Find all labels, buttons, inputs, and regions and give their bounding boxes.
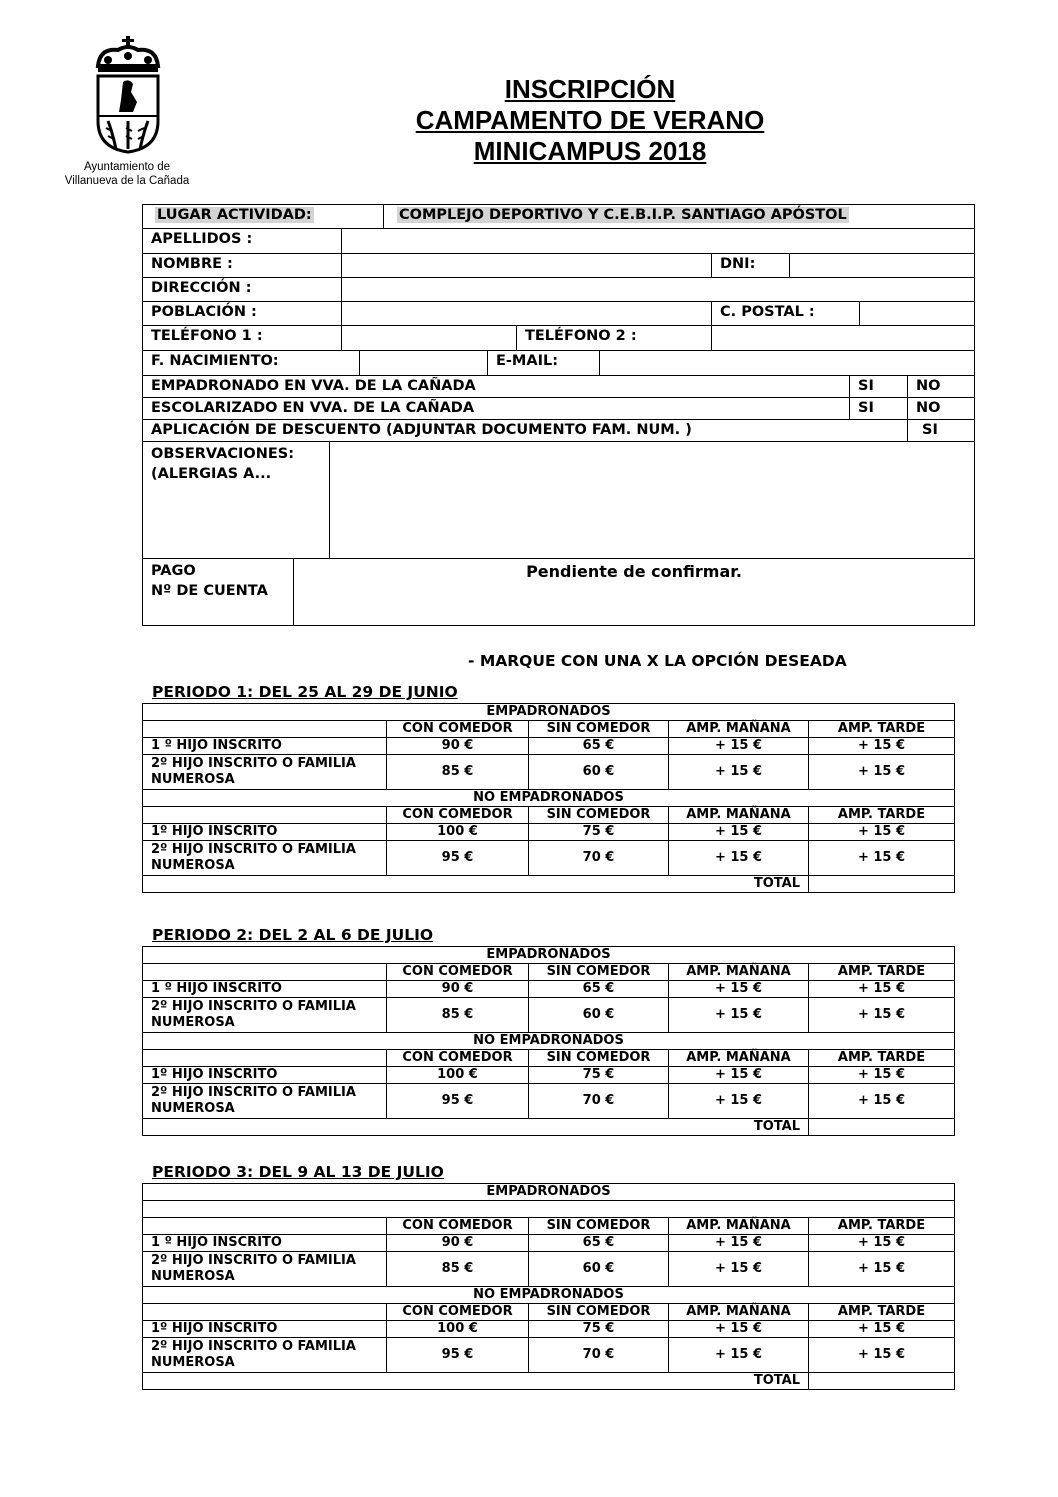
price-option-cell[interactable]: + 15 € <box>669 824 809 841</box>
group-no-empadronados: NO EMPADRONADOS <box>143 790 955 807</box>
price-option-cell[interactable]: 70 € <box>529 1338 669 1373</box>
price-option-cell[interactable]: + 15 € <box>669 1067 809 1084</box>
pago-label-line2: Nº DE CUENTA <box>151 583 268 599</box>
group-no-empadronados-row <box>143 1287 955 1304</box>
column-header-empty <box>143 1050 387 1067</box>
price-option-cell[interactable]: + 15 € <box>669 1252 809 1287</box>
form-row-direccion <box>143 278 974 302</box>
column-header: SIN COMEDOR <box>529 1218 669 1235</box>
column-header-empty <box>143 1218 387 1235</box>
column-header-row <box>143 721 955 738</box>
row-label-line2: NUMEROSA <box>151 1269 235 1284</box>
price-option-cell[interactable]: + 15 € <box>809 1252 955 1287</box>
price-option-cell[interactable]: 75 € <box>529 824 669 841</box>
price-option-cell[interactable]: 65 € <box>529 981 669 998</box>
empadronado-label: EMPADRONADO EN VVA. DE LA CAÑADA <box>151 378 476 394</box>
period-2-title: PERIODO 2: DEL 2 AL 6 DE JULIO <box>152 926 434 944</box>
total-label: TOTAL <box>143 1373 809 1390</box>
row-label-line2: NUMEROSA <box>151 1355 235 1370</box>
column-header: SIN COMEDOR <box>529 721 669 738</box>
row-label <box>143 998 387 1033</box>
price-option-cell[interactable]: + 15 € <box>809 981 955 998</box>
column-header: AMP. TARDE <box>809 1050 955 1067</box>
group-empadronados: EMPADRONADOS <box>143 1184 955 1201</box>
pago-label <box>143 559 293 625</box>
price-option-cell[interactable]: + 15 € <box>809 1235 955 1252</box>
total-row <box>143 1119 955 1136</box>
column-header: SIN COMEDOR <box>529 964 669 981</box>
form-row-observaciones <box>143 442 974 559</box>
direccion-label: DIRECCIÓN : <box>151 280 252 296</box>
column-header: AMP. TARDE <box>809 964 955 981</box>
escolarizado-label: ESCOLARIZADO EN VVA. DE LA CAÑADA <box>151 400 475 416</box>
row-label <box>143 1252 387 1287</box>
column-header-row <box>143 807 955 824</box>
group-no-empadronados: NO EMPADRONADOS <box>143 1287 955 1304</box>
nombre-label: NOMBRE : <box>151 256 233 272</box>
form-row-escolarizado <box>143 398 974 420</box>
row-label <box>143 1338 387 1373</box>
empadronado-no-option[interactable]: NO <box>907 376 974 397</box>
form-row-empadronado <box>143 376 974 398</box>
column-header: SIN COMEDOR <box>529 807 669 824</box>
form-row-pago <box>143 559 974 625</box>
descuento-si-option[interactable]: SI <box>907 420 974 441</box>
title-line3: MINICAMPUS 2018 <box>473 136 707 166</box>
group-empadronados-row <box>143 947 955 964</box>
price-row <box>143 998 955 1033</box>
nombre-field[interactable] <box>341 254 711 277</box>
column-header-row <box>143 1050 955 1067</box>
lugar-label: LUGAR ACTIVIDAD: <box>157 207 312 223</box>
price-option-cell[interactable]: + 15 € <box>669 981 809 998</box>
nacimiento-label: F. NACIMIENTO: <box>151 353 279 369</box>
cpostal-field[interactable] <box>859 302 974 325</box>
column-header: AMP. TARDE <box>809 1218 955 1235</box>
form-row-telefonos <box>143 326 974 351</box>
period-3-title: PERIODO 3: DEL 9 AL 13 DE JULIO <box>152 1163 444 1181</box>
row-label-line1: 2º HIJO INSCRITO O FAMILIA <box>151 999 356 1014</box>
nacimiento-field[interactable] <box>359 351 487 375</box>
email-field[interactable] <box>599 351 974 375</box>
price-row <box>143 981 955 998</box>
price-row <box>143 755 955 790</box>
row-label <box>143 755 387 790</box>
pago-value: Pendiente de confirmar. <box>293 559 974 625</box>
column-header-empty <box>143 1304 387 1321</box>
price-option-cell[interactable]: + 15 € <box>809 1067 955 1084</box>
price-option-cell[interactable]: + 15 € <box>669 738 809 755</box>
row-label-line2: NUMEROSA <box>151 1101 235 1116</box>
observaciones-label-line2: (ALERGIAS A... <box>151 466 272 482</box>
column-header: CON COMEDOR <box>387 1218 529 1235</box>
total-row <box>143 876 955 893</box>
telefono2-field[interactable] <box>711 326 974 350</box>
empadronado-si-option[interactable]: SI <box>849 376 907 397</box>
price-option-cell[interactable]: 85 € <box>387 1252 529 1287</box>
observaciones-label-line1: OBSERVACIONES: <box>151 446 294 462</box>
column-header-empty <box>143 964 387 981</box>
price-option-cell[interactable]: 90 € <box>387 1235 529 1252</box>
column-header-empty <box>143 807 387 824</box>
group-empadronados-row <box>143 1184 955 1201</box>
row-label <box>143 1084 387 1119</box>
price-option-cell[interactable]: + 15 € <box>809 841 955 876</box>
price-option-cell[interactable]: 75 € <box>529 1067 669 1084</box>
form-row-apellidos <box>143 229 974 254</box>
price-option-cell[interactable]: + 15 € <box>809 1338 955 1373</box>
observaciones-field[interactable] <box>329 442 974 558</box>
group-empadronados: EMPADRONADOS <box>143 947 955 964</box>
observaciones-label <box>143 442 329 558</box>
row-label: 1 º HIJO INSCRITO <box>143 738 387 755</box>
price-option-cell[interactable]: 85 € <box>387 998 529 1033</box>
price-option-cell[interactable]: + 15 € <box>669 1338 809 1373</box>
price-row <box>143 824 955 841</box>
row-label-line1: 2º HIJO INSCRITO O FAMILIA <box>151 1339 356 1354</box>
price-option-cell[interactable]: + 15 € <box>669 755 809 790</box>
apellidos-field[interactable] <box>341 229 974 253</box>
column-header: AMP. MAÑANA <box>669 807 809 824</box>
price-option-cell[interactable]: 85 € <box>387 755 529 790</box>
form-row-poblacion <box>143 302 974 326</box>
group-empadronados: EMPADRONADOS <box>143 704 955 721</box>
apellidos-label: APELLIDOS : <box>151 231 253 247</box>
price-option-cell[interactable]: + 15 € <box>669 1321 809 1338</box>
escolarizado-no-option[interactable]: NO <box>907 398 974 419</box>
lugar-label-cell <box>147 205 333 224</box>
dni-label: DNI: <box>711 254 789 277</box>
row-label-line2: NUMEROSA <box>151 1015 235 1030</box>
row-label: 1º HIJO INSCRITO <box>143 1321 387 1338</box>
group-no-empadronados-row <box>143 1033 955 1050</box>
dni-field[interactable] <box>789 254 974 277</box>
blank-cell <box>143 1201 955 1218</box>
instruction-text: - MARQUE CON UNA X LA OPCIÓN DESEADA <box>468 652 847 670</box>
price-option-cell[interactable]: 60 € <box>529 1252 669 1287</box>
row-label <box>143 841 387 876</box>
price-option-cell[interactable]: 60 € <box>529 998 669 1033</box>
group-no-empadronados-row <box>143 790 955 807</box>
row-label-line2: NUMEROSA <box>151 858 235 873</box>
row-label-line2: NUMEROSA <box>151 772 235 787</box>
price-row <box>143 1321 955 1338</box>
column-header-empty <box>143 721 387 738</box>
cpostal-label: C. POSTAL : <box>711 302 859 325</box>
price-row <box>143 1084 955 1119</box>
row-label-line1: 2º HIJO INSCRITO O FAMILIA <box>151 756 356 771</box>
logo-caption <box>52 160 202 188</box>
telefono1-field[interactable] <box>341 326 516 350</box>
price-row <box>143 1067 955 1084</box>
telefono2-label: TELÉFONO 2 : <box>516 326 711 350</box>
price-row <box>143 1235 955 1252</box>
row-label-line1: 2º HIJO INSCRITO O FAMILIA <box>151 1085 356 1100</box>
price-option-cell[interactable]: + 15 € <box>669 841 809 876</box>
group-empadronados-row <box>143 704 955 721</box>
form-row-lugar <box>143 205 974 229</box>
price-option-cell[interactable]: + 15 € <box>809 1084 955 1119</box>
column-header: CON COMEDOR <box>387 807 529 824</box>
column-header: CON COMEDOR <box>387 1304 529 1321</box>
total-field[interactable] <box>809 876 955 893</box>
telefono1-label: TELÉFONO 1 : <box>151 328 263 344</box>
price-option-cell[interactable]: + 15 € <box>669 998 809 1033</box>
town-coat-of-arms-logo <box>78 36 178 160</box>
price-option-cell[interactable]: + 15 € <box>809 1321 955 1338</box>
total-row <box>143 1373 955 1390</box>
price-option-cell[interactable]: 70 € <box>529 1084 669 1119</box>
column-header: CON COMEDOR <box>387 721 529 738</box>
price-option-cell[interactable]: 65 € <box>529 1235 669 1252</box>
row-label: 1 º HIJO INSCRITO <box>143 1235 387 1252</box>
column-header: AMP. MAÑANA <box>669 1304 809 1321</box>
price-table-period-2 <box>142 946 955 1136</box>
email-label: E-MAIL: <box>487 351 599 375</box>
column-header: AMP. TARDE <box>809 807 955 824</box>
column-header: AMP. MAÑANA <box>669 964 809 981</box>
price-option-cell[interactable]: 90 € <box>387 981 529 998</box>
row-label-line1: 2º HIJO INSCRITO O FAMILIA <box>151 1253 356 1268</box>
title-line1: INSCRIPCIÓN <box>504 74 676 104</box>
price-option-cell[interactable]: 75 € <box>529 1321 669 1338</box>
column-header: CON COMEDOR <box>387 964 529 981</box>
logo-caption-line2: Villanueva de la Cañada <box>64 175 190 187</box>
price-option-cell[interactable]: + 15 € <box>669 1084 809 1119</box>
column-header: AMP. MAÑANA <box>669 1050 809 1067</box>
price-option-cell[interactable]: + 15 € <box>809 824 955 841</box>
title-line2: CAMPAMENTO DE VERANO <box>415 105 765 135</box>
column-header-row <box>143 964 955 981</box>
column-header: AMP. TARDE <box>809 1304 955 1321</box>
price-table-period-1 <box>142 703 955 893</box>
column-header: CON COMEDOR <box>387 1050 529 1067</box>
form-row-descuento <box>143 420 974 442</box>
poblacion-field[interactable] <box>341 302 711 325</box>
price-option-cell[interactable]: + 15 € <box>809 755 955 790</box>
price-option-cell[interactable]: 95 € <box>387 1338 529 1373</box>
escolarizado-si-option[interactable]: SI <box>849 398 907 419</box>
total-field[interactable] <box>809 1119 955 1136</box>
price-option-cell[interactable]: 70 € <box>529 841 669 876</box>
row-label-line1: 2º HIJO INSCRITO O FAMILIA <box>151 842 356 857</box>
lugar-value-cell <box>389 205 970 228</box>
column-header-row <box>143 1304 955 1321</box>
column-header-row <box>143 1218 955 1235</box>
logo-caption-line1: Ayuntamiento de <box>83 161 171 173</box>
column-header: SIN COMEDOR <box>529 1304 669 1321</box>
price-row <box>143 738 955 755</box>
price-option-cell[interactable]: 60 € <box>529 755 669 790</box>
total-label: TOTAL <box>143 1119 809 1136</box>
direccion-field[interactable] <box>341 278 974 301</box>
price-row <box>143 1338 955 1373</box>
price-option-cell[interactable]: 100 € <box>387 1321 529 1338</box>
price-option-cell[interactable]: 100 € <box>387 1067 529 1084</box>
price-option-cell[interactable]: 95 € <box>387 1084 529 1119</box>
lugar-value: COMPLEJO DEPORTIVO Y C.E.B.I.P. SANTIAGO APÓSTOL <box>399 207 847 223</box>
form-row-nacimiento <box>143 351 974 376</box>
price-table-period-3 <box>142 1183 955 1390</box>
blank-row <box>143 1201 955 1218</box>
price-option-cell[interactable]: + 15 € <box>669 1235 809 1252</box>
row-label: 1º HIJO INSCRITO <box>143 824 387 841</box>
total-field[interactable] <box>809 1373 955 1390</box>
row-label: 1º HIJO INSCRITO <box>143 1067 387 1084</box>
price-option-cell[interactable]: + 15 € <box>809 998 955 1033</box>
price-option-cell[interactable]: + 15 € <box>809 738 955 755</box>
price-option-cell[interactable]: 65 € <box>529 738 669 755</box>
price-option-cell[interactable]: 100 € <box>387 824 529 841</box>
price-option-cell[interactable]: 95 € <box>387 841 529 876</box>
period-1-title: PERIODO 1: DEL 25 AL 29 DE JUNIO <box>152 683 458 701</box>
price-option-cell[interactable]: 90 € <box>387 738 529 755</box>
column-header: AMP. TARDE <box>809 721 955 738</box>
registration-form <box>142 204 975 626</box>
form-row-nombre <box>143 254 974 278</box>
descuento-label: APLICACIÓN DE DESCUENTO (ADJUNTAR DOCUMENTO FAM. NUM. ) <box>151 422 692 438</box>
row-label: 1 º HIJO INSCRITO <box>143 981 387 998</box>
poblacion-label: POBLACIÓN : <box>151 304 257 320</box>
price-row <box>143 841 955 876</box>
price-row <box>143 1252 955 1287</box>
column-header: SIN COMEDOR <box>529 1050 669 1067</box>
group-no-empadronados: NO EMPADRONADOS <box>143 1033 955 1050</box>
pago-label-line1: PAGO <box>151 563 196 579</box>
column-header: AMP. MAÑANA <box>669 721 809 738</box>
total-label: TOTAL <box>143 876 809 893</box>
column-header: AMP. MAÑANA <box>669 1218 809 1235</box>
